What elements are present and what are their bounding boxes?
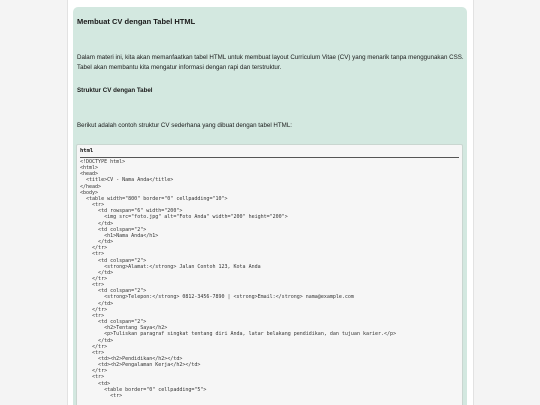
code-language-label: html [80, 148, 94, 154]
code-block[interactable] [76, 144, 463, 405]
page-title: Membuat CV dengan Tabel HTML [77, 17, 196, 26]
code-content[interactable]: <!DOCTYPE html> <html> <head> <title>CV - Nama Anda</title> </head> <body> <table width="800" border="0" cellpadding="10"> <tr> <td rowspan="6" width="200"> <img src="foto.jpg" alt="Foto Anda" width="200" height="200"> </td> <td colspan="2"> <h1>Nama Anda</h1> </td> </tr> <tr> <td colspan="2"> <strong>Alamat:</strong> Jalan Contoh 123, Kota Anda </td> </tr> <tr> <td colspan="2"> <strong>Telepon:</strong> 0812-3456-7890 | <strong>Email:</strong> nama@example.com </td> </tr> <tr> <td colspan="2"> <h2>Tentang Saya</h2> <p>Tuliskan paragraf singkat tentang diri Anda, latar belakang pendidikan, dan tujuan karier.</p> </td> </tr> <tr> <td><h2>Pendidikan</h2></td> <td><h2>Pengalaman Kerja</h2></td> </tr> <tr> <td> <table border="0" cellpadding="5"> <tr> [80, 159, 397, 399]
lead-paragraph: Berikut adalah contoh struktur CV sederhana yang dibuat dengan tabel HTML: [77, 122, 292, 129]
page [67, 0, 474, 405]
section-heading: Struktur CV dengan Tabel [77, 87, 153, 94]
content-card [73, 7, 467, 405]
intro-paragraph: Dalam materi ini, kita akan memanfaatkan tabel HTML untuk membuat layout Curriculum Vitae (CV) yang menarik tanpa menggunakan CSS. Tabel akan membantu kita mengatur informasi dengan rapi dan terstruktur. [77, 54, 464, 71]
code-divider [80, 157, 459, 158]
